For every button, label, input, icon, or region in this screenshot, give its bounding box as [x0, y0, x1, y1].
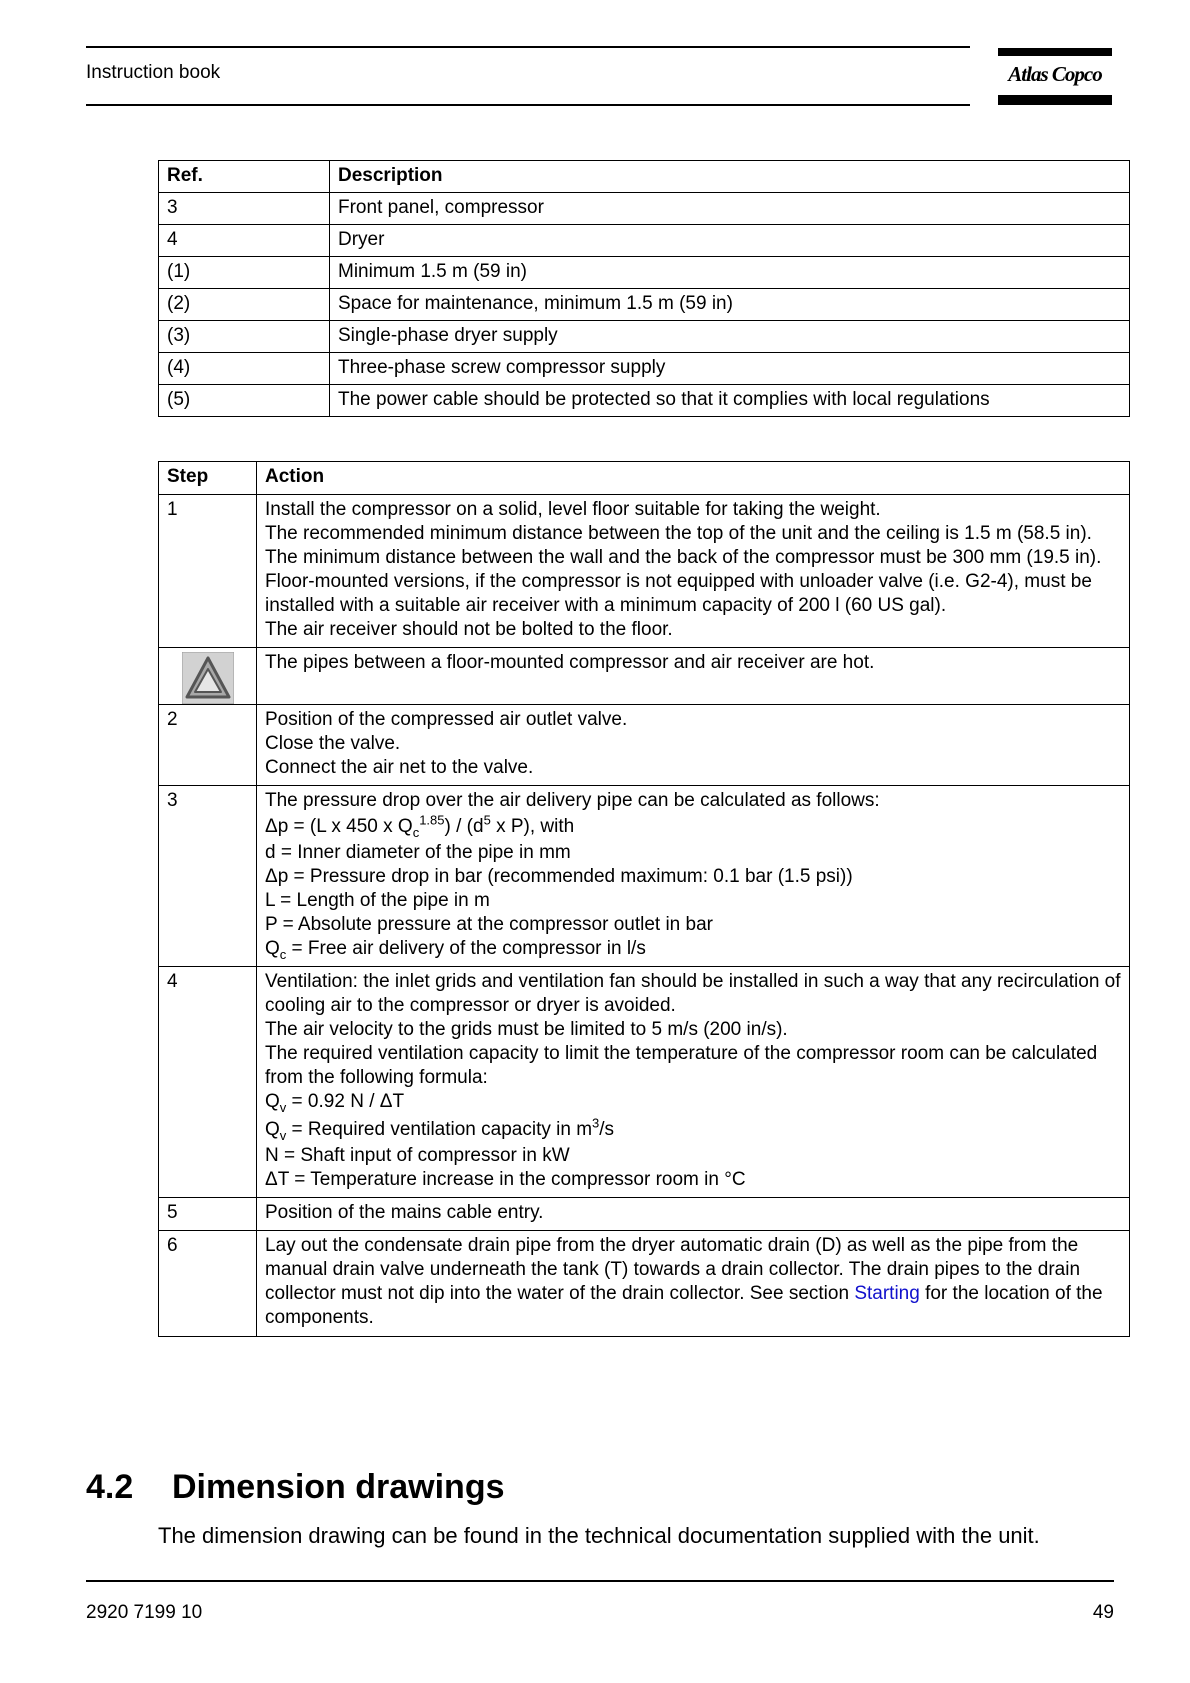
action-text: for the location of the components. — [265, 1283, 1103, 1328]
section-text: The dimension drawing can be found in the technical documentation supplied with the unit. — [158, 1523, 1040, 1548]
starting-section-link[interactable]: Starting — [854, 1283, 920, 1304]
step-number: 5 — [159, 1198, 257, 1231]
ref-cell: 4 — [159, 225, 330, 257]
ref-cell: (1) — [159, 257, 330, 289]
table-row — [159, 385, 1130, 417]
column-header: Description — [330, 161, 1130, 193]
action-line: The air velocity to the grids must be limited to 5 m/s (200 in/s). — [265, 1019, 788, 1040]
action-text: Lay out the condensate drain pipe from the dryer automatic drain (D) as well as the pipe from the manual drain valve underneath the tank (T) towards a drain collector. The drain pipes to the drain collector must not dip into the water of the drain collector. See section — [265, 1235, 1081, 1304]
footer-rule — [86, 1580, 1114, 1582]
step-row-2 — [159, 705, 1130, 786]
step-row-3 — [159, 786, 1130, 967]
description-cell: Space for maintenance, minimum 1.5 m (59 in) — [330, 289, 1130, 321]
step-table — [158, 461, 1130, 1337]
action-line: Install the compressor on a solid, level floor suitable for taking the weight. — [265, 499, 881, 520]
column-header: Step — [159, 462, 257, 495]
action-line: The pressure drop over the air delivery pipe can be calculated as follows: — [265, 790, 880, 811]
table-header-row — [159, 462, 1130, 495]
page-number: 49 — [1092, 1602, 1114, 1623]
ref-cell: (4) — [159, 353, 330, 385]
description-cell: Minimum 1.5 m (59 in) — [330, 257, 1130, 289]
description-cell: Front panel, compressor — [330, 193, 1130, 225]
step-action — [257, 495, 1130, 648]
action-line: Close the valve. — [265, 733, 401, 754]
section-number: 4.2 — [86, 1468, 134, 1506]
action-line: N = Shaft input of compressor in kW — [265, 1145, 570, 1166]
step-number: 2 — [159, 705, 257, 786]
step-row-4 — [159, 967, 1130, 1198]
step-row-6 — [159, 1231, 1130, 1337]
ref-cell: 3 — [159, 193, 330, 225]
column-header: Action — [257, 462, 1130, 495]
table-row — [159, 289, 1130, 321]
action-line: The required ventilation capacity to limit the temperature of the compressor room can be calculated from the following formula: — [265, 1043, 1098, 1088]
step-row-5 — [159, 1198, 1130, 1231]
table-row — [159, 353, 1130, 385]
section-title: Dimension drawings — [172, 1468, 505, 1506]
ref-cell: (5) — [159, 385, 330, 417]
step-row-1 — [159, 495, 1130, 648]
header-title: Instruction book — [86, 62, 221, 83]
step-action — [257, 705, 1130, 786]
action-line: Ventilation: the inlet grids and ventilation fan should be installed in such a way that any recirculation of cooling air to the compressor or dryer is avoided. — [265, 971, 1121, 1016]
warning-text: The pipes between a floor-mounted compressor and air receiver are hot. — [257, 648, 1130, 705]
warning-triangle-icon — [182, 652, 234, 704]
warning-row — [159, 648, 1130, 705]
warning-icon-cell — [159, 648, 257, 705]
step-number: 6 — [159, 1231, 257, 1337]
step-number: 3 — [159, 786, 257, 967]
action-line: L = Length of the pipe in m — [265, 890, 490, 911]
action-line: The air receiver should not be bolted to the floor. — [265, 619, 673, 640]
ref-cell: (2) — [159, 289, 330, 321]
table-header-row — [159, 161, 1130, 193]
ventilation-formula: $Q_v = 0.92$ N / ΔT — [265, 1091, 405, 1115]
table-row — [159, 193, 1130, 225]
action-line: Floor-mounted versions, if the compressor is not equipped with unloader valve (i.e. G2-4), must be installed with a suitable air receiver with a minimum capacity of 200 l (60 US gal). — [265, 571, 1092, 616]
action-line: The recommended minimum distance between the top of the unit and the ceiling is 1.5 m (58.5 in). — [265, 523, 1092, 544]
step-action: Position of the mains cable entry. — [257, 1198, 1130, 1231]
description-cell: Three-phase screw compressor supply — [330, 353, 1130, 385]
qc-definition: $Q_c$ = Free air delivery of the compressor in l/s — [265, 938, 646, 962]
atlas-copco-logo — [998, 48, 1112, 105]
logo-text: Atlas Copco — [1008, 62, 1102, 86]
action-line: Connect the air net to the valve. — [265, 757, 534, 778]
table-row — [159, 321, 1130, 353]
ref-cell: (3) — [159, 321, 330, 353]
action-line: The minimum distance between the wall and the back of the compressor must be 300 mm (19.5 in). — [265, 547, 1102, 568]
action-line: P = Absolute pressure at the compressor outlet in bar — [265, 914, 713, 935]
reference-table — [158, 160, 1130, 417]
description-cell: Dryer — [330, 225, 1130, 257]
column-header: Ref. — [159, 161, 330, 193]
table-row — [159, 257, 1130, 289]
step-number: 4 — [159, 967, 257, 1198]
step-number: 1 — [159, 495, 257, 648]
action-line: d = Inner diameter of the pipe in mm — [265, 842, 571, 863]
action-line: Δp = Pressure drop in bar (recommended maximum: 0.1 bar (1.5 psi)) — [265, 866, 853, 887]
description-cell: The power cable should be protected so that it complies with local regulations — [330, 385, 1130, 417]
table-row — [159, 225, 1130, 257]
step-action — [257, 967, 1130, 1198]
action-line: ΔT = Temperature increase in the compressor room in °C — [265, 1169, 746, 1190]
step-action — [257, 1231, 1130, 1337]
action-line: Position of the compressed air outlet valve. — [265, 709, 628, 730]
step-action — [257, 786, 1130, 967]
pressure-drop-formula: Δp = (L x 450 x $Q_c^{1.85}) / (d^5$ x P), with — [265, 812, 575, 840]
header-top-rule — [86, 46, 970, 48]
description-cell: Single-phase dryer supply — [330, 321, 1130, 353]
document-number: 2920 7199 10 — [86, 1602, 203, 1623]
header-bottom-rule — [86, 104, 970, 106]
qv-definition: $Q_v$ = Required ventilation capacity in $m^3/s$ — [265, 1115, 615, 1143]
